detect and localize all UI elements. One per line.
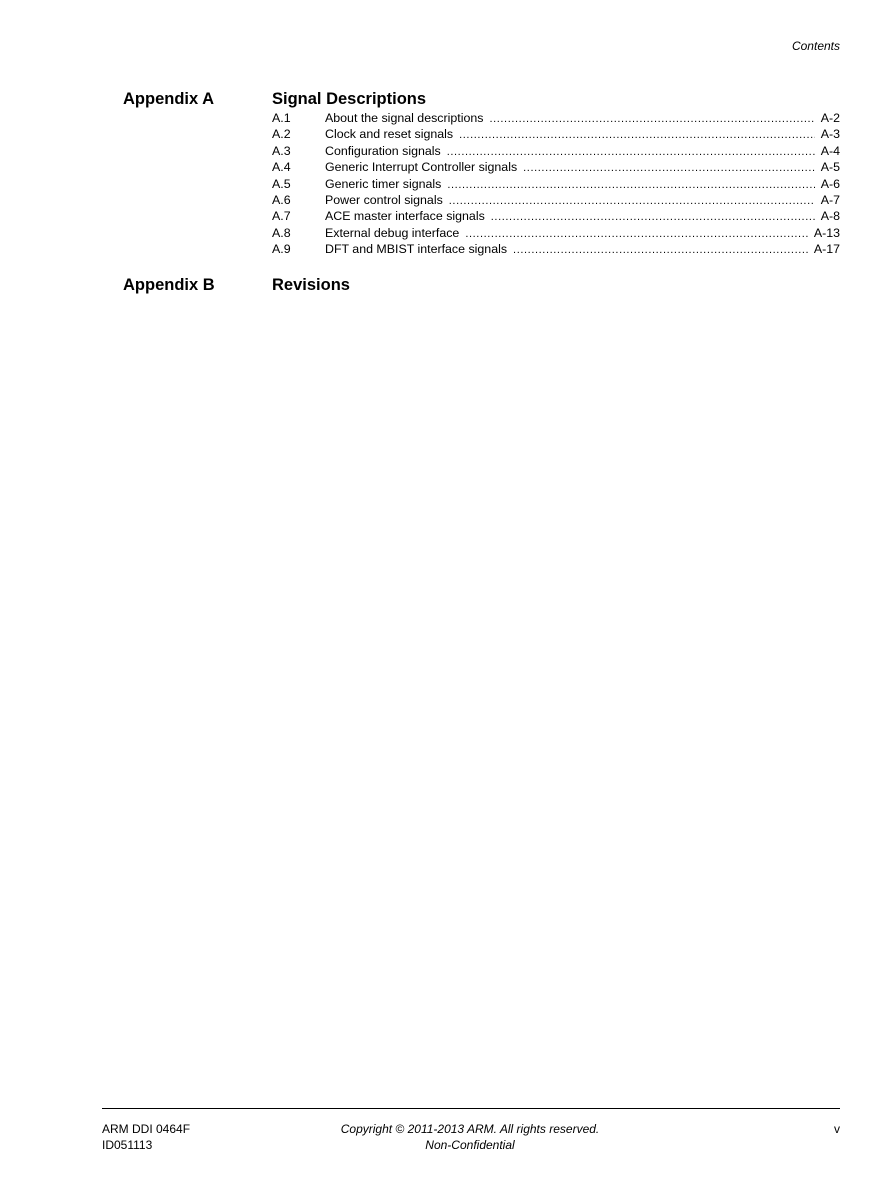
- toc-entry-title: External debug interface: [325, 225, 460, 240]
- dot-leader: [447, 144, 815, 160]
- toc-entry-title: Generic Interrupt Controller signals: [325, 160, 518, 175]
- toc-entry-page: A-13: [813, 225, 840, 240]
- appendix-title[interactable]: Signal Descriptions: [272, 90, 427, 108]
- footer-legal: [270, 1121, 670, 1153]
- toc-entry-title: Configuration signals: [325, 143, 441, 158]
- footer-doc-info: [102, 1121, 190, 1153]
- toc-entry[interactable]: [272, 225, 840, 241]
- dot-leader: [447, 177, 814, 193]
- dot-leader: [459, 127, 815, 143]
- toc-entry-number: A.4: [272, 160, 291, 175]
- toc-entry-page: A-17: [813, 242, 840, 257]
- toc-entry-title: About the signal descriptions: [325, 111, 484, 125]
- toc-entry-page: A-4: [820, 143, 840, 158]
- toc-entry-title: Clock and reset signals: [325, 127, 454, 142]
- toc-entry-page: A-3: [820, 127, 840, 142]
- appendix-label: Appendix A: [123, 90, 215, 108]
- copyright-notice: Copyright © 2011-2013 ARM. All rights reserved.: [340, 1122, 600, 1136]
- toc-entry[interactable]: [272, 192, 840, 208]
- toc-list: [272, 110, 840, 258]
- toc-entry-page: A-5: [820, 160, 840, 175]
- toc-entry-number: A.3: [272, 143, 291, 158]
- toc-entry-page: A-2: [820, 111, 840, 125]
- toc-entry[interactable]: [272, 126, 840, 142]
- toc-entry-number: A.1: [272, 111, 291, 125]
- dot-leader: [491, 209, 815, 225]
- toc-entry-number: A.2: [272, 127, 291, 142]
- toc-entry[interactable]: [272, 110, 840, 126]
- dot-leader: [513, 242, 808, 258]
- toc-entry-title: ACE master interface signals: [325, 209, 485, 224]
- appendix-label: Appendix B: [123, 276, 215, 294]
- toc-entry[interactable]: [272, 208, 840, 224]
- toc-entry-title: Generic timer signals: [325, 176, 442, 191]
- doc-id: ID051113: [102, 1138, 153, 1152]
- dot-leader: [465, 226, 807, 242]
- toc-entry-number: A.8: [272, 225, 291, 240]
- toc-entry-number: A.5: [272, 176, 291, 191]
- toc-entry-page: A-6: [820, 176, 840, 191]
- toc-entry-number: A.9: [272, 242, 291, 257]
- toc-entry-title: Power control signals: [325, 192, 443, 207]
- toc-entry-page: A-7: [820, 192, 840, 207]
- toc-entry-title: DFT and MBIST interface signals: [325, 242, 508, 257]
- toc-entry[interactable]: [272, 176, 840, 192]
- toc-entry[interactable]: [272, 159, 840, 175]
- toc-entry[interactable]: [272, 241, 840, 257]
- confidentiality-notice: Non-Confidential: [425, 1138, 515, 1152]
- page-number: v: [834, 1122, 840, 1136]
- dot-leader: [449, 193, 815, 209]
- toc-entry-number: A.6: [272, 192, 291, 207]
- toc-entry-number: A.7: [272, 209, 291, 224]
- dot-leader: [523, 160, 815, 176]
- toc-entry-page: A-8: [820, 209, 840, 224]
- running-header: Contents: [791, 39, 840, 53]
- footer-divider: [102, 1108, 840, 1109]
- toc-entry[interactable]: [272, 143, 840, 159]
- doc-number: ARM DDI 0464F: [102, 1122, 191, 1136]
- dot-leader: [489, 111, 814, 127]
- appendix-title[interactable]: Revisions: [272, 276, 350, 294]
